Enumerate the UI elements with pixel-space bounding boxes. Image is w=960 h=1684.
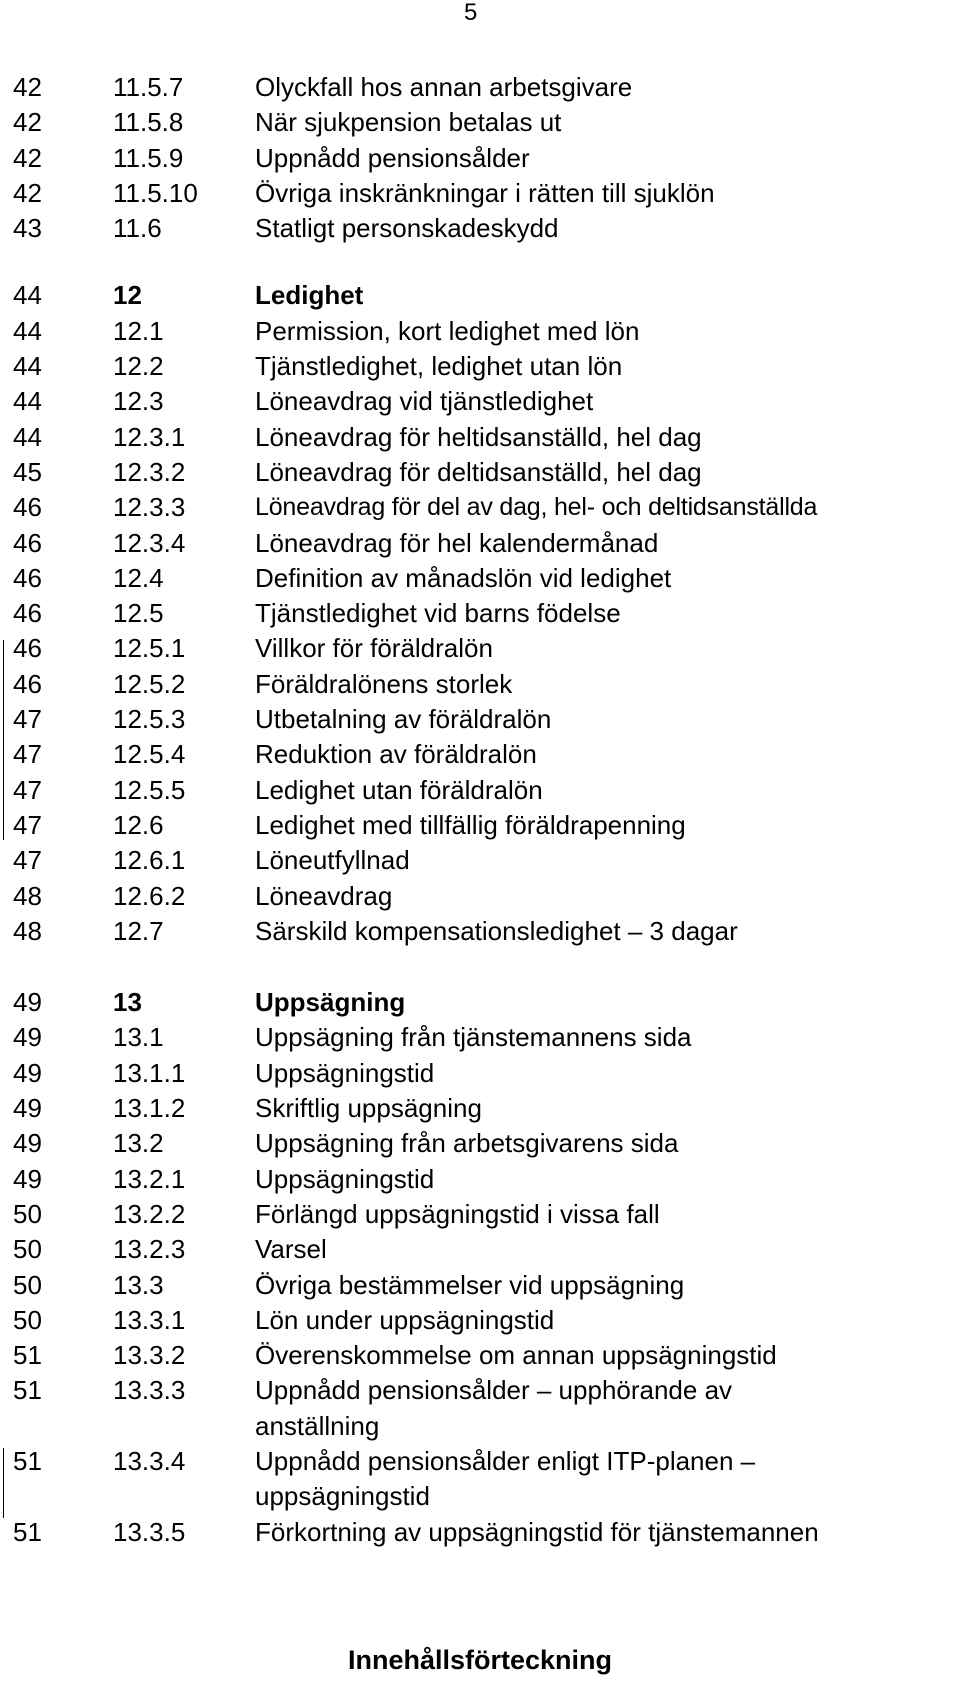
toc-title: När sjukpension betalas ut: [255, 107, 562, 138]
toc-page: 43: [13, 213, 42, 244]
page-number: 5: [464, 0, 478, 26]
toc-page: 46: [13, 668, 42, 699]
toc-section-number: 12: [113, 280, 142, 311]
toc-title: Uppnådd pensionsålder – upphörande av anställning: [255, 1375, 733, 1441]
toc-entry: [13, 349, 958, 384]
toc-page: 49: [13, 1163, 42, 1194]
toc-section-number: 12.6: [113, 809, 164, 840]
toc-entry: [13, 1232, 958, 1267]
toc-page: 49: [13, 1093, 42, 1124]
toc-title: Tjänstledighet vid barns födelse: [255, 598, 621, 629]
toc-page: 42: [13, 142, 42, 173]
toc-title: Uppnådd pensionsålder: [255, 142, 530, 173]
toc-section-number: 12.4: [113, 562, 164, 593]
toc-section-number: 12.6.2: [113, 880, 186, 911]
toc-title: Ledighet med tillfällig föräldrapenning: [255, 809, 686, 840]
toc-title: Föräldralönens storlek: [255, 668, 513, 699]
toc-section-number: 11.6: [113, 213, 162, 244]
toc-title: Löneavdrag: [255, 880, 393, 911]
toc-title: Reduktion av föräldralön: [255, 739, 537, 770]
toc-page: 51: [13, 1516, 42, 1547]
toc-page: 44: [13, 315, 42, 346]
toc-section-number: 12.3.4: [113, 527, 186, 558]
toc-page: 42: [13, 107, 42, 138]
toc-title: Uppsägningstid: [255, 1163, 435, 1194]
toc-title: Lön under uppsägningstid: [255, 1304, 555, 1335]
toc-page: 48: [13, 880, 42, 911]
toc-page: 46: [13, 562, 42, 593]
toc-entry: [13, 384, 958, 419]
toc-section-number: 13.3.1: [113, 1304, 186, 1335]
toc-section-number: 12.5.3: [113, 704, 186, 735]
toc-section-number: 11.5.9: [113, 142, 184, 173]
toc-section-number: 12.3.2: [113, 456, 186, 487]
toc-page: 44: [13, 280, 42, 311]
toc-page: 49: [13, 1057, 42, 1088]
toc-section-number: 12.3.1: [113, 421, 186, 452]
toc-title: Löneavdrag för deltidsanställd, hel dag: [255, 456, 702, 487]
toc-page: 45: [13, 456, 42, 487]
toc-entry: [13, 141, 958, 176]
toc-entry: [13, 455, 958, 490]
toc-entry: [13, 737, 958, 772]
toc-section-number: 13.1.2: [113, 1093, 186, 1124]
toc-page: 50: [13, 1269, 42, 1300]
toc-title: Statligt personskadeskydd: [255, 213, 559, 244]
toc-entry: [13, 702, 958, 737]
toc-entry: [13, 70, 958, 105]
toc-title: Förlängd uppsägningstid i vissa fall: [255, 1198, 660, 1229]
toc-entry: [13, 808, 958, 843]
toc-page: 44: [13, 386, 42, 417]
toc-section-number: 13.1.1: [113, 1057, 186, 1088]
toc-page: 47: [13, 845, 42, 876]
toc-entry: [13, 526, 958, 561]
toc-title: Löneavdrag vid tjänstledighet: [255, 386, 594, 417]
toc-page: 51: [13, 1340, 42, 1371]
toc-title: Villkor för föräldralön: [255, 633, 493, 664]
toc-entry: [13, 1338, 958, 1373]
toc-section-number: 12.7: [113, 915, 164, 946]
toc-section-number: 12.5.1: [113, 633, 186, 664]
section-spacer: [13, 246, 958, 278]
toc-title: Uppsägning: [255, 987, 406, 1018]
toc-title: Löneavdrag för heltidsanställd, hel dag: [255, 421, 702, 452]
toc-entry: [13, 1303, 958, 1338]
toc-title: Övriga inskränkningar i rätten till sjuklön: [255, 177, 715, 208]
toc-title: Löneavdrag för del av dag, hel- och deltidsanställda: [255, 493, 818, 522]
toc-page: 46: [13, 633, 42, 664]
toc-title: Förkortning av uppsägningstid för tjänstemannen: [255, 1516, 819, 1547]
toc-title: Särskild kompensationsledighet – 3 dagar: [255, 915, 738, 946]
toc-section-number: 12.1: [113, 315, 164, 346]
toc-section-number: 11.5.8: [113, 107, 184, 138]
toc-entry: [13, 843, 958, 878]
footer-title: Innehållsförteckning: [347, 1645, 613, 1675]
toc-title: Löneavdrag för hel kalendermånad: [255, 527, 659, 558]
toc-page: 47: [13, 774, 42, 805]
toc-page: 44: [13, 421, 42, 452]
toc-page: 47: [13, 739, 42, 770]
toc-title: Definition av månadslön vid ledighet: [255, 562, 672, 593]
toc-section-number: 12.6.1: [113, 845, 186, 876]
toc-title: Ledighet utan föräldralön: [255, 774, 543, 805]
toc-page: 49: [13, 1128, 42, 1159]
toc-title: Olyckfall hos annan arbetsgivare: [255, 72, 633, 102]
toc-entry: [13, 1056, 958, 1091]
toc-section-number: 13: [113, 987, 142, 1018]
revision-change-bar: [3, 640, 4, 840]
toc-entry: [13, 105, 958, 140]
toc-entry: [13, 1197, 958, 1232]
toc-section-number: 12.5.4: [113, 739, 186, 770]
toc-page: 46: [13, 598, 42, 629]
toc-entry: [13, 1515, 958, 1550]
toc-entry: [13, 1162, 958, 1197]
toc-entry: [13, 490, 958, 525]
toc-entry: [13, 314, 958, 349]
toc-section-number: 13.2.2: [113, 1198, 186, 1229]
toc-section-number: 13.3: [113, 1269, 164, 1300]
toc-section-number: 12.3: [113, 386, 164, 417]
toc-entry: [13, 596, 958, 631]
toc-title: Uppsägningstid: [255, 1057, 435, 1088]
toc-page: 47: [13, 704, 42, 735]
toc-page: 51: [13, 1445, 42, 1476]
toc-title: Uppsägning från arbetsgivarens sida: [255, 1128, 679, 1159]
toc-title: Permission, kort ledighet med lön: [255, 315, 640, 346]
toc-entry: [13, 420, 958, 455]
toc-page: 49: [13, 1022, 42, 1053]
toc-entry: [13, 1126, 958, 1161]
section-spacer: [13, 949, 958, 985]
toc-page: 50: [13, 1198, 42, 1229]
toc-page: 46: [13, 527, 42, 558]
toc-section-number: 13.3.5: [113, 1516, 186, 1547]
toc-section-number: 13.1: [113, 1022, 164, 1053]
toc-chapter-entry: [13, 985, 958, 1020]
toc-section-number: 13.2.1: [113, 1163, 186, 1194]
toc-entry: [13, 773, 958, 808]
toc-title: Uppnådd pensionsålder enligt ITP-planen – uppsägningstid: [255, 1445, 756, 1512]
table-of-contents: [13, 70, 958, 1550]
revision-change-bar: [3, 1448, 4, 1518]
toc-page: 42: [13, 177, 42, 208]
toc-section-number: 13.3.3: [113, 1375, 186, 1406]
toc-entry: [13, 631, 958, 666]
toc-entry: [13, 176, 958, 211]
toc-title: Ledighet: [255, 280, 364, 311]
toc-entry: [13, 879, 958, 914]
toc-chapter-entry: [13, 278, 958, 313]
toc-entry: [13, 561, 958, 596]
toc-section-number: 13.2: [113, 1128, 164, 1159]
toc-page: 42: [13, 72, 42, 102]
toc-section-number: 12.2: [113, 351, 164, 382]
toc-section-number: 12.5.2: [113, 668, 186, 699]
toc-title: Löneutfyllnad: [255, 845, 410, 876]
toc-page: 48: [13, 915, 42, 946]
toc-entry: [13, 1020, 958, 1055]
toc-title: Tjänstledighet, ledighet utan lön: [255, 351, 623, 382]
toc-title: Varsel: [255, 1234, 327, 1265]
toc-section-number: 11.5.10: [113, 177, 198, 208]
toc-page: 49: [13, 987, 42, 1018]
toc-page: 50: [13, 1234, 42, 1265]
toc-title: Uppsägning från tjänstemannens sida: [255, 1022, 692, 1053]
toc-title: Övriga bestämmelser vid uppsägning: [255, 1269, 685, 1300]
toc-page: 44: [13, 351, 42, 382]
toc-entry: [13, 1373, 958, 1444]
toc-entry: [13, 667, 958, 702]
toc-section-number: 12.5: [113, 598, 164, 629]
toc-title: Överenskommelse om annan uppsägningstid: [255, 1340, 777, 1371]
toc-section-number: 13.2.3: [113, 1234, 186, 1265]
toc-section-number: 13.3.4: [113, 1445, 186, 1476]
toc-entry: [13, 914, 958, 949]
toc-title: Skriftlig uppsägning: [255, 1093, 482, 1124]
toc-page: 50: [13, 1304, 42, 1335]
toc-section-number: 13.3.2: [113, 1340, 186, 1371]
toc-section-number: 12.5.5: [113, 774, 186, 805]
toc-section-number: 12.3.3: [113, 492, 186, 523]
toc-section-number: 11.5.7: [113, 72, 184, 102]
toc-page: 47: [13, 809, 42, 840]
toc-entry: [13, 1444, 958, 1515]
toc-title: Utbetalning av föräldralön: [255, 704, 552, 735]
toc-entry: [13, 1268, 958, 1303]
toc-entry: [13, 1091, 958, 1126]
toc-page: 51: [13, 1375, 42, 1406]
toc-page: 46: [13, 492, 42, 523]
toc-entry: [13, 211, 958, 246]
